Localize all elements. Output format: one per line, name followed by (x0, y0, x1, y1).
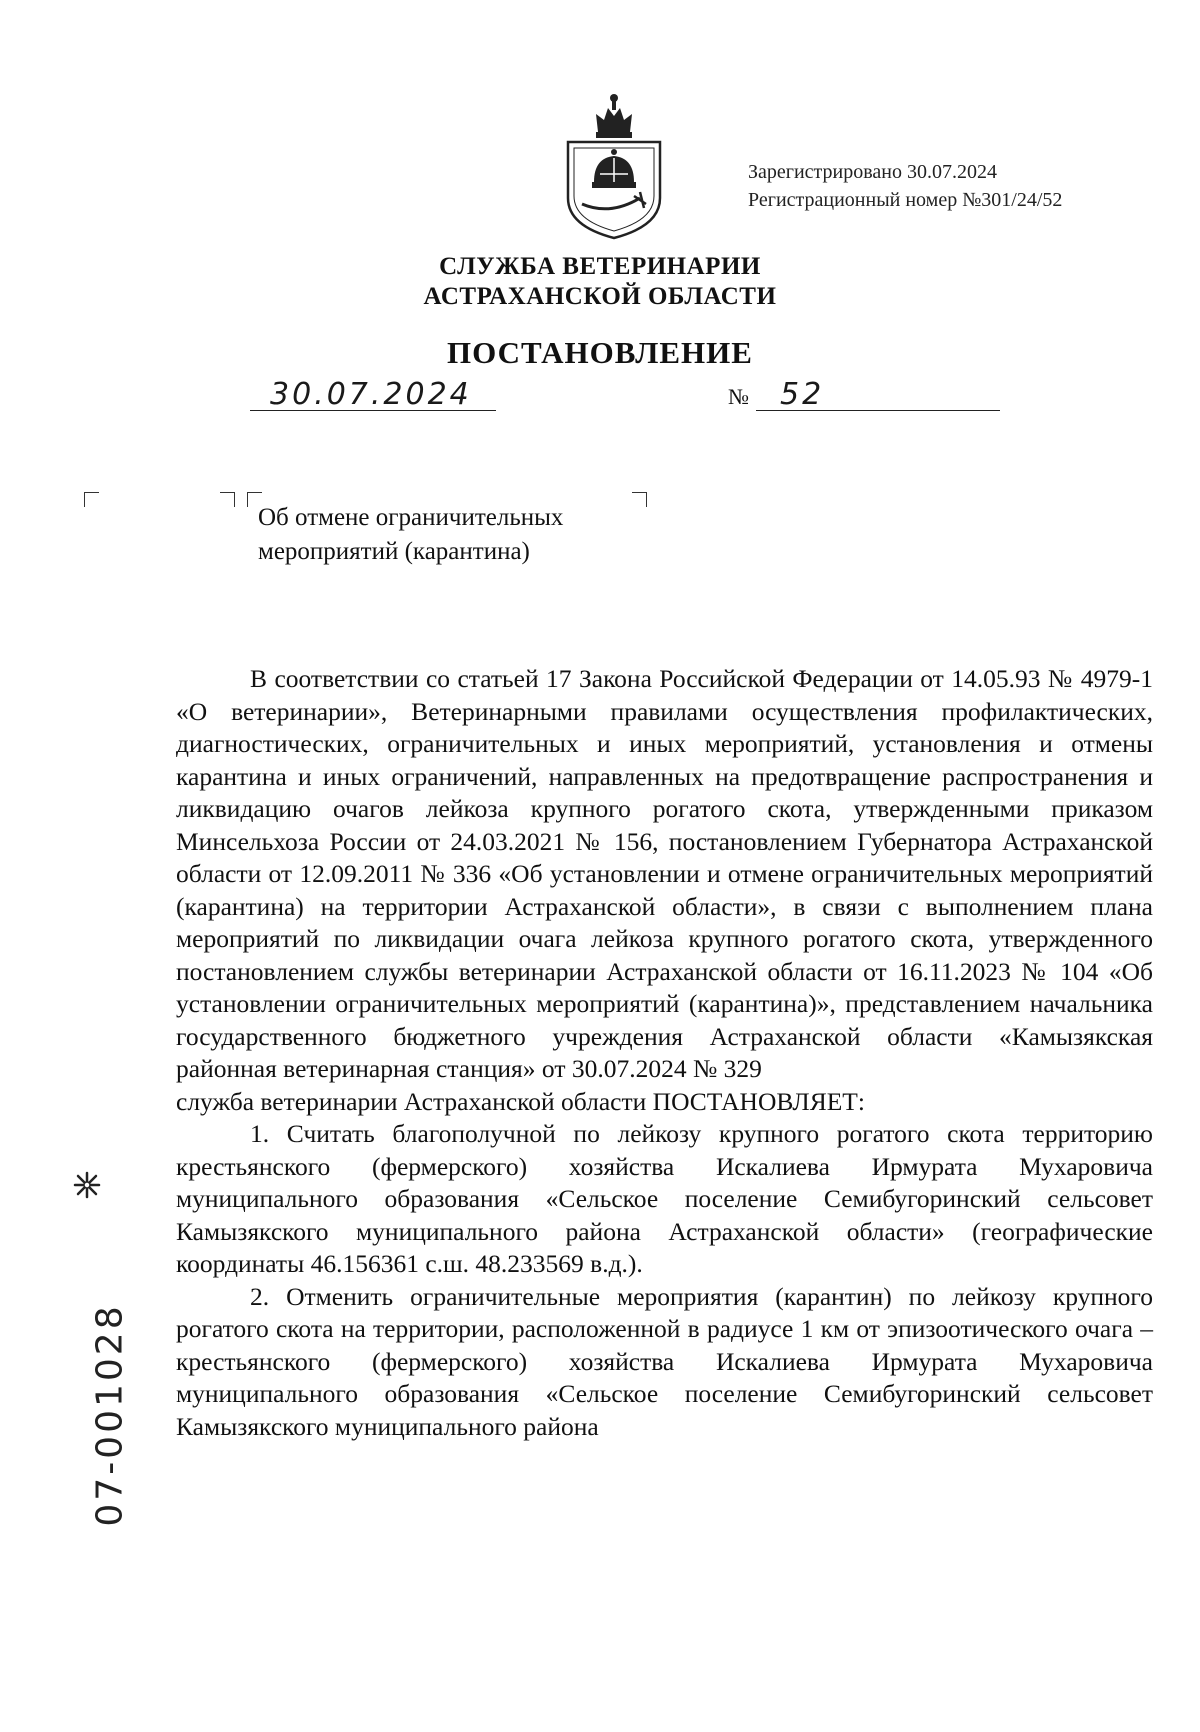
number-sign: № (728, 384, 749, 409)
coat-of-arms-icon (560, 88, 668, 240)
document-body (176, 663, 1153, 1443)
item-2-paragraph: 2. Отменить ограничительные мероприятия (карантин) по лейкозу крупного рогатого скота на территории, расположенной в радиусе 1 км от эпизоотического очага – крестьянского (фермерского) хозяйства Искалиева Ирмурата Мухаровича муниципального образования «Сельское поселение Семибугоринский сельсовет Камызякского муниципального района (176, 1281, 1153, 1441)
document-subject (258, 501, 563, 569)
handwritten-number: 52 (780, 377, 825, 412)
subject-line1: Об отмене ограничительных (258, 504, 564, 531)
registration-stamp (748, 158, 1062, 214)
handwritten-date: 30.07.2024 (270, 377, 472, 412)
corner-bracket-top-left (84, 492, 99, 507)
organization-name-line1: СЛУЖБА ВЕТЕРИНАРИИ (439, 253, 761, 280)
item-1-paragraph: 1. Считать благополучной по лейкозу крупного рогатого скота территорию крестьянского (фермерского) хозяйства Искалиева Ирмурата Мухаровича муниципального образования «Сельское поселение Семибугоринский сельсовет Камызякского муниципального района Астраханской области» (географические координаты 46.156361 с.ш. 48.233569 в.д.). (176, 1119, 1153, 1278)
side-registry-stamp (70, 1265, 150, 1565)
organization-name-line2: АСТРАХАНСКОЙ ОБЛАСТИ (423, 283, 777, 310)
document-date-line (250, 376, 496, 411)
registration-date: Зарегистрировано 30.07.2024 (748, 161, 998, 183)
corner-bracket-top-right (632, 492, 647, 507)
resolution-line: служба ветеринарии Астраханской области ПОСТАНОВЛЯЕТ: (176, 1086, 865, 1116)
subject-line2: мероприятий (карантина) (258, 538, 530, 565)
corner-bracket-top-right (220, 492, 235, 507)
document-number-line (756, 376, 1000, 411)
snowflake-ornament-icon (72, 1170, 102, 1200)
registration-number: Регистрационный номер №301/24/52 (748, 189, 1063, 211)
side-registry-number: 07-001028 (89, 1303, 131, 1527)
preamble-paragraph: В соответствии со статьей 17 Закона Российской Федерации от 14.05.93 № 4979-1 «О ветеринарии», Ветеринарными правилами осуществления профилактических, диагностических, ограничительных и иных мероприятий, установления и отмены карантина и иных ограничений, направленных на предотвращение распространения и ликвидацию очагов лейкоза крупного рогатого скота, утвержденными приказом Минсельхоза России от 24.03.2021 № 156, постановлением Губернатора Астраханской области от 12.09.2011 № 336 «Об установлении и отмене ограничительных мероприятий (карантина) на территории Астраханской области», в связи с выполнением плана мероприятий по ликвидации очага лейкоза крупного рогатого скота, утвержденного постановлением службы ветеринарии Астраханской области от 16.11.2023 № 104 «Об установлении ограничительных мероприятий (карантина)», представлением начальника государственного бюджетного учреждения Астраханской области «Камызякская районная ветеринарная станция» от 30.07.2024 № 329 (176, 664, 1153, 1083)
document-type-title: ПОСТАНОВЛЕНИЕ (447, 335, 753, 370)
